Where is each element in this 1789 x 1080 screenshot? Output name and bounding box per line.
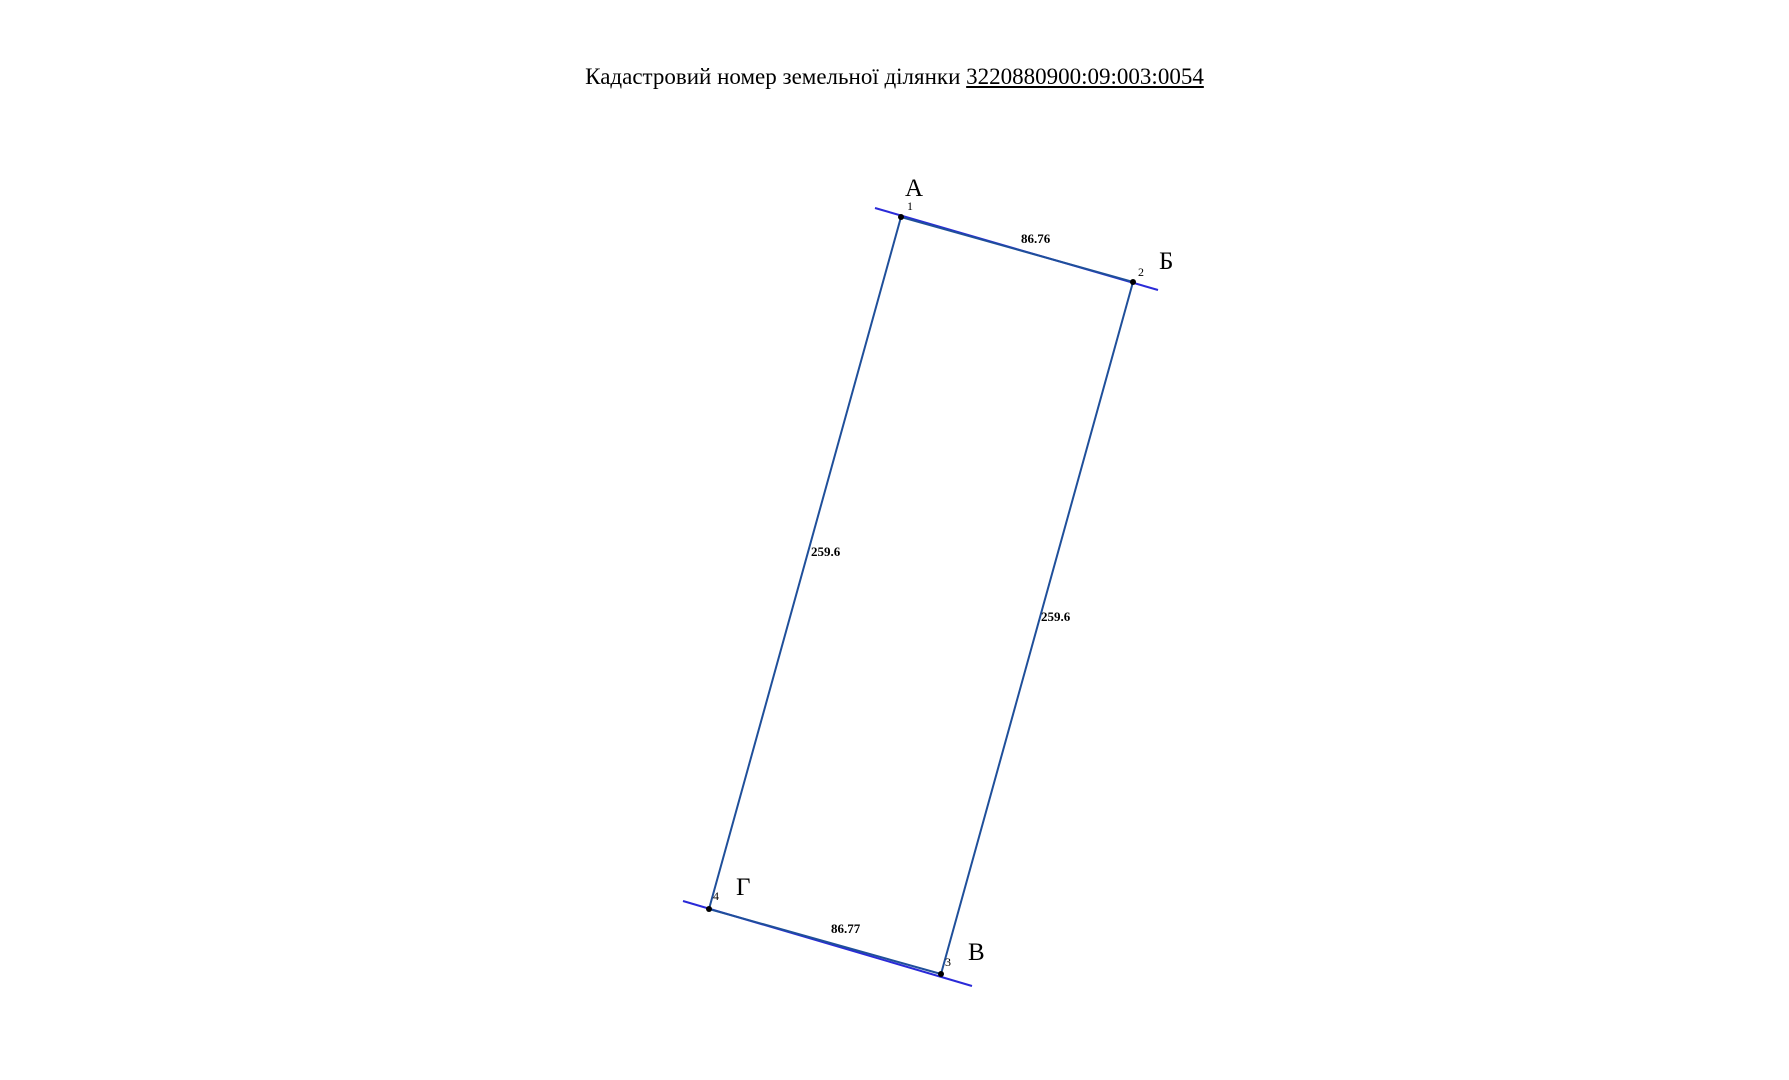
title-prefix: Кадастровий номер земельної ділянки [585, 64, 961, 89]
side-length-b-v: 259.6 [1041, 609, 1071, 624]
vertex-number-4: 4 [713, 889, 719, 903]
corner-letter-v: В [968, 939, 985, 966]
vertex-number-2: 2 [1138, 265, 1144, 279]
corner-letter-a: А [905, 175, 924, 202]
corner-letter-b: Б [1159, 248, 1174, 275]
vertex-number-3: 3 [945, 955, 951, 969]
side-g-a [709, 217, 901, 909]
corner-letter-g: Г [736, 874, 751, 901]
vertex-dot-v [938, 971, 944, 977]
side-length-a-b: 86.76 [1021, 231, 1051, 246]
vertex-dot-a [898, 214, 904, 220]
side-length-v-g: 86.77 [831, 921, 861, 936]
side-b-v [941, 282, 1133, 974]
vertex-number-1: 1 [907, 199, 913, 213]
side-a-b [901, 217, 1133, 282]
vertex-dot-g [706, 906, 712, 912]
vertex-dot-b [1130, 279, 1136, 285]
side-v-g [709, 909, 941, 974]
side-length-g-a: 259.6 [811, 544, 841, 559]
cadastral-number: 3220880900:09:003:0054 [966, 64, 1204, 89]
